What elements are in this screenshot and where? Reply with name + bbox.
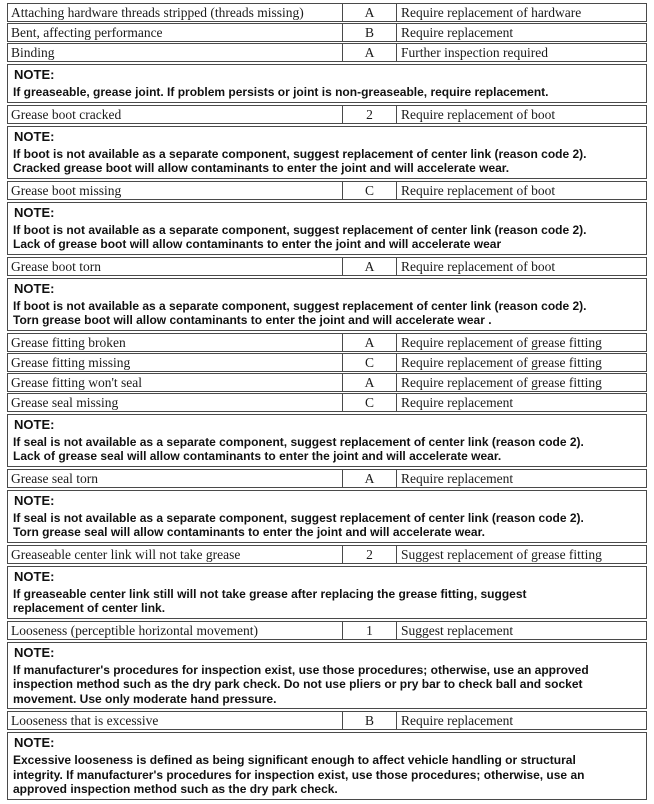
note-box: [7, 732, 647, 800]
note-box: [7, 64, 647, 103]
note-line: If greaseable, grease joint. If problem persists or joint is non-greaseable, require replacement.: [13, 85, 549, 99]
note-box: [7, 566, 647, 619]
code-cell: A: [343, 44, 397, 61]
table-row-group: [7, 181, 647, 200]
table-row-group: [7, 469, 647, 488]
table-row-group: [7, 105, 647, 124]
code-cell: A: [343, 258, 397, 275]
action-cell: Require replacement: [401, 470, 514, 486]
condition-cell: Grease boot missing: [8, 182, 343, 199]
table-row: [7, 711, 647, 730]
table-row-group: [7, 711, 647, 730]
code-cell: A: [343, 374, 397, 391]
note-box: [7, 414, 647, 467]
table-row-group: [7, 621, 647, 640]
action-cell: Require replacement of boot: [401, 182, 556, 198]
condition-cell: Looseness that is excessive: [8, 712, 343, 729]
note-line: integrity. If manufacturer's procedures for inspection exist, use those procedures; otherwise, use an: [13, 767, 585, 782]
note-line: Cracked grease boot will allow contaminants to enter the joint and will accelerate wear.: [13, 161, 510, 175]
table-row-group: [7, 333, 647, 412]
note-label: NOTE:: [14, 644, 55, 660]
note-line: movement. Use only moderate hand pressure.: [13, 691, 277, 706]
table-row: [7, 333, 647, 352]
table-row: [7, 469, 647, 488]
code-cell: A: [343, 334, 397, 351]
condition-cell: Grease boot torn: [8, 258, 343, 275]
table-row: [7, 23, 647, 42]
table-row-group: [7, 545, 647, 564]
condition-cell: Grease fitting broken: [8, 334, 343, 351]
table-row-group: [7, 257, 647, 276]
note-line: Torn grease seal will allow contaminants to enter the joint and will accelerate wear.: [13, 525, 485, 539]
condition-cell: Bent, affecting performance: [8, 24, 343, 41]
action-cell: Require replacement of grease fitting: [401, 374, 602, 390]
code-cell: B: [343, 712, 397, 729]
condition-cell: Looseness (perceptible horizontal movement): [8, 622, 343, 639]
table-row: [7, 105, 647, 124]
note-box: [7, 642, 647, 710]
table-row: [7, 353, 647, 372]
note-box: [7, 202, 647, 255]
action-cell: Require replacement: [401, 25, 514, 40]
note-label: NOTE:: [14, 492, 55, 508]
note-line: If greaseable center link still will not take grease after replacing the grease fitting, suggest: [13, 586, 527, 601]
table-row: [7, 181, 647, 200]
table-row: [7, 257, 647, 276]
table-row-group: [7, 3, 647, 62]
action-cell: Require replacement: [401, 713, 514, 728]
action-cell: Require replacement of boot: [401, 258, 556, 274]
table-row: [7, 621, 647, 640]
note-line: If boot is not available as a separate component, suggest replacement of center link (reason code 2).: [13, 222, 587, 237]
action-cell: Require replacement of grease fitting: [401, 334, 602, 350]
note-line: If boot is not available as a separate component, suggest replacement of center link (reason code 2).: [13, 146, 587, 161]
action-cell: Require replacement of boot: [401, 106, 556, 122]
note-box: [7, 278, 647, 331]
note-label: NOTE:: [14, 280, 55, 296]
code-cell: C: [343, 182, 397, 199]
note-label: NOTE:: [14, 568, 55, 584]
action-cell: Further inspection required: [401, 45, 548, 60]
note-line: inspection method such as the dry park check. Do not use pliers or pry bar to check ball and socket: [13, 677, 583, 691]
note-line: Lack of grease boot will allow contaminants to enter the joint and will accelerate wear: [13, 237, 502, 251]
note-label: NOTE:: [14, 204, 55, 220]
code-cell: 2: [343, 546, 397, 563]
note-line: If seal is not available as a separate component, suggest replacement of center link (reason code 2).: [13, 510, 584, 525]
note-line: Lack of grease seal will allow contaminants to enter the joint and will accelerate wear.: [13, 449, 502, 463]
condition-cell: Attaching hardware threads stripped (threads missing): [8, 4, 343, 21]
action-cell: Suggest replacement: [401, 622, 514, 638]
code-cell: C: [343, 354, 397, 371]
note-line: If boot is not available as a separate component, suggest replacement of center link (reason code 2).: [13, 298, 587, 313]
code-cell: 1: [343, 622, 397, 639]
table-row: [7, 373, 647, 392]
condition-cell: Grease seal torn: [8, 470, 343, 487]
action-cell: Suggest replacement of grease fitting: [401, 546, 602, 562]
condition-cell: Grease boot cracked: [8, 106, 343, 123]
code-cell: 2: [343, 106, 397, 123]
table-row: [7, 43, 647, 62]
condition-cell: Grease fitting won't seal: [8, 374, 343, 391]
note-label: NOTE:: [14, 416, 55, 432]
note-line: approved inspection method such as the dry park check.: [13, 782, 338, 796]
action-cell: Require replacement: [401, 394, 514, 410]
condition-cell: Grease fitting missing: [8, 354, 343, 371]
condition-cell: Binding: [8, 44, 343, 61]
note-label: NOTE:: [14, 128, 55, 144]
note-box: [7, 126, 647, 179]
note-label: NOTE:: [14, 67, 55, 82]
note-line: If seal is not available as a separate component, suggest replacement of center link (reason code 2).: [13, 434, 584, 449]
table-row: [7, 3, 647, 22]
code-cell: A: [343, 470, 397, 487]
action-cell: Require replacement of grease fitting: [401, 354, 602, 370]
table-row: [7, 393, 647, 412]
note-box: [7, 490, 647, 543]
condition-cell: Greaseable center link will not take grease: [8, 546, 343, 563]
note-line: Torn grease boot will allow contaminants to enter the joint and will accelerate wear .: [13, 313, 492, 327]
action-cell: Require replacement of hardware: [401, 5, 582, 20]
code-cell: A: [343, 4, 397, 21]
condition-cell: Grease seal missing: [8, 394, 343, 411]
note-line: If manufacturer's procedures for inspection exist, use those procedures; otherwise, use an approved: [13, 662, 589, 677]
code-cell: C: [343, 394, 397, 411]
note-line: replacement of center link.: [13, 601, 166, 615]
code-cell: B: [343, 24, 397, 41]
note-label: NOTE:: [14, 735, 55, 750]
table-row: [7, 545, 647, 564]
note-line: Excessive looseness is defined as being significant enough to affect vehicle handling or structural: [13, 753, 576, 767]
